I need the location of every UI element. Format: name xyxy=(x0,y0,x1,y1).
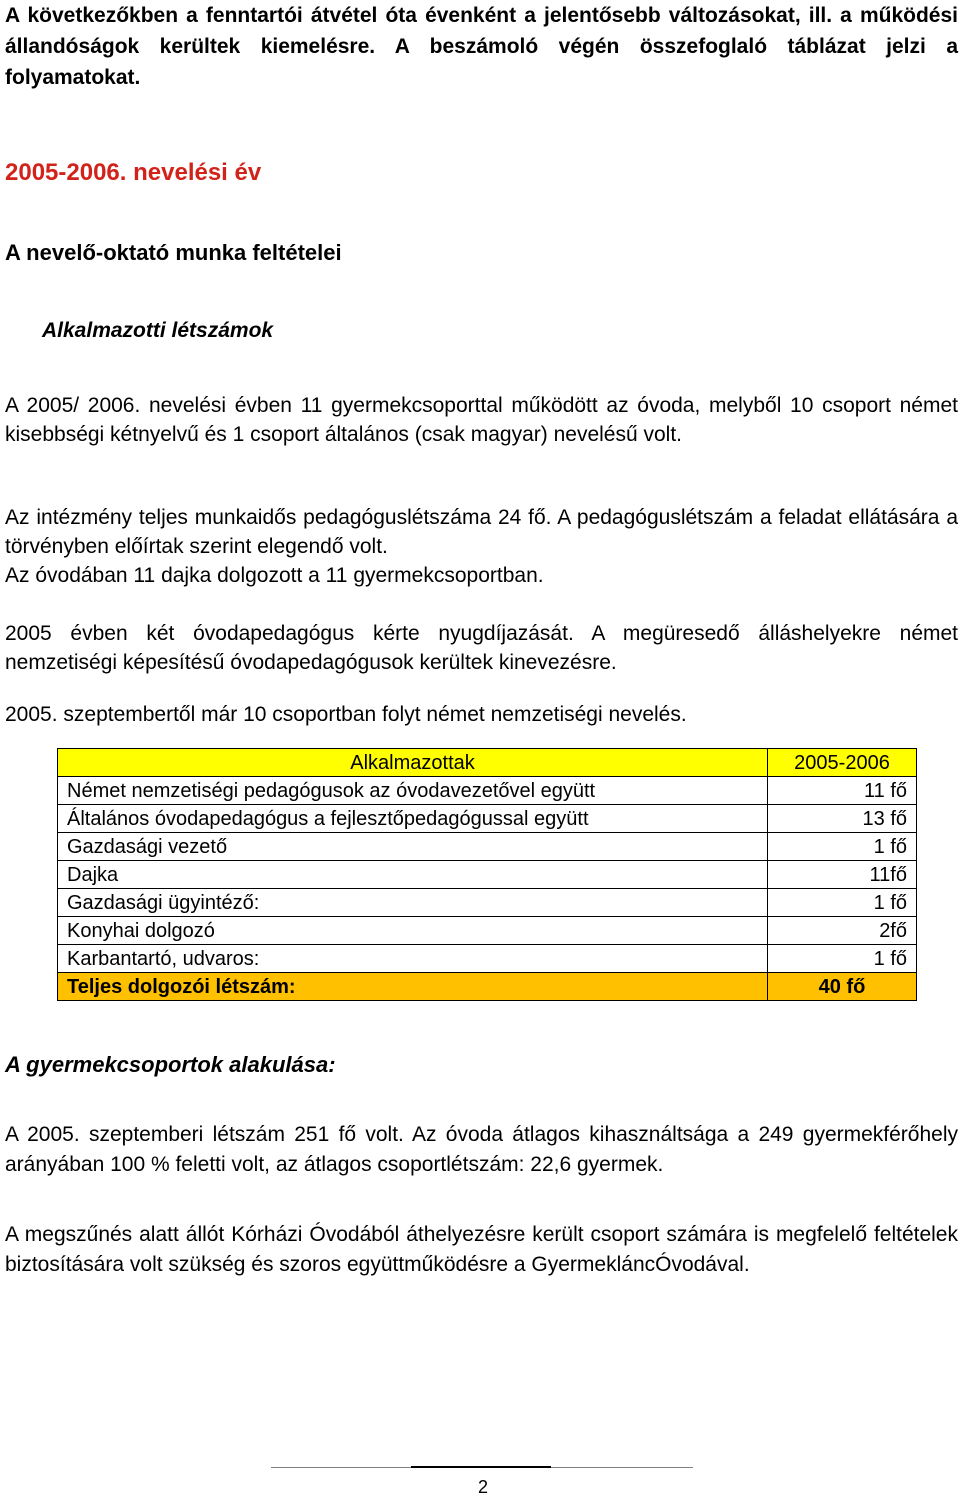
staff-row-label: Gazdasági ügyintéző: xyxy=(58,889,768,917)
nanny-paragraph: Az óvodában 11 dajka dolgozott a 11 gyermekcsoportban. xyxy=(5,564,544,587)
german-education-paragraph: 2005. szeptembertől már 10 csoportban folyt német nemzetiségi nevelés. xyxy=(5,703,687,726)
staff-row-value: 1 fő xyxy=(768,833,917,861)
table-row xyxy=(58,833,917,861)
staff-table-header-row xyxy=(58,749,917,777)
section-heading: A nevelő-oktató munka feltételei xyxy=(5,240,342,265)
footer-divider-accent xyxy=(411,1466,551,1468)
staff-row-label: Dajka xyxy=(58,861,768,889)
table-row xyxy=(58,805,917,833)
staff-row-label: Általános óvodapedagógus a fejlesztőpedagógussal együtt xyxy=(58,805,768,833)
year-heading: 2005-2006. nevelési év xyxy=(5,159,262,186)
staff-row-label: Német nemzetiségi pedagógusok az óvodavezetővel együtt xyxy=(58,777,768,805)
groups-paragraph: A 2005/ 2006. nevelési évben 11 gyermekcsoporttal működött az óvoda, melyből 10 csoport német kisebbségi kétnyelvű és 1 csoport általános (csak magyar) nevelésű volt. xyxy=(5,394,958,446)
intro-paragraph: A következőkben a fenntartói átvétel óta évenként a jelentősebb változásokat, ill. a működési állandóságok kerültek kiemelésre. A beszámoló végén összefoglaló táblázat jelzi a folyamatokat. xyxy=(5,4,958,89)
children-groups-heading: A gyermekcsoportok alakulása: xyxy=(5,1052,336,1077)
staff-table-header-label: Alkalmazottak xyxy=(58,749,768,777)
staff-total-value: 40 fő xyxy=(768,973,917,1001)
retirement-paragraph: 2005 évben két óvodapedagógus kérte nyugdíjazását. A megüresedő álláshelyekre német nemzetiségi képesítésű óvodapedagógusok kerültek kinevezésre. xyxy=(5,622,958,674)
table-row xyxy=(58,917,917,945)
staff-row-value: 1 fő xyxy=(768,945,917,973)
table-row xyxy=(58,861,917,889)
staff-row-label: Karbantartó, udvaros: xyxy=(58,945,768,973)
page-number: 2 xyxy=(477,1477,488,1497)
staff-row-value: 11fő xyxy=(768,861,917,889)
staff-row-value: 13 fő xyxy=(768,805,917,833)
relocation-paragraph: A megszűnés alatt állót Kórházi Óvodából áthelyezésre került csoport számára is megfelelő feltételek biztosítására volt szükség és szoros együttműködésre a GyermekláncÓvodával. xyxy=(5,1223,958,1276)
table-row xyxy=(58,889,917,917)
staff-row-value: 1 fő xyxy=(768,889,917,917)
enrollment-paragraph: A 2005. szeptemberi létszám 251 fő volt. Az óvoda átlagos kihasználtsága a 249 gyermekférőhely arányában 100 % feletti volt, az átlagos csoportlétszám: 22,6 gyermek. xyxy=(5,1123,958,1176)
staff-table-total-row xyxy=(58,973,917,1001)
staff-row-value: 2fő xyxy=(768,917,917,945)
table-row xyxy=(58,777,917,805)
table-row xyxy=(58,945,917,973)
staff-count-subheading: Alkalmazotti létszámok xyxy=(42,319,274,342)
staff-row-label: Gazdasági vezető xyxy=(58,833,768,861)
staff-total-label: Teljes dolgozói létszám: xyxy=(58,973,768,1001)
staff-row-value: 11 fő xyxy=(768,777,917,805)
staff-table-header-year: 2005-2006 xyxy=(768,749,917,777)
staff-row-label: Konyhai dolgozó xyxy=(58,917,768,945)
staff-table xyxy=(57,748,917,1001)
teacher-count-paragraph: Az intézmény teljes munkaidős pedagóguslétszáma 24 fő. A pedagóguslétszám a feladat ellátására a törvényben előírtak szerint elegendő volt. xyxy=(5,506,958,558)
